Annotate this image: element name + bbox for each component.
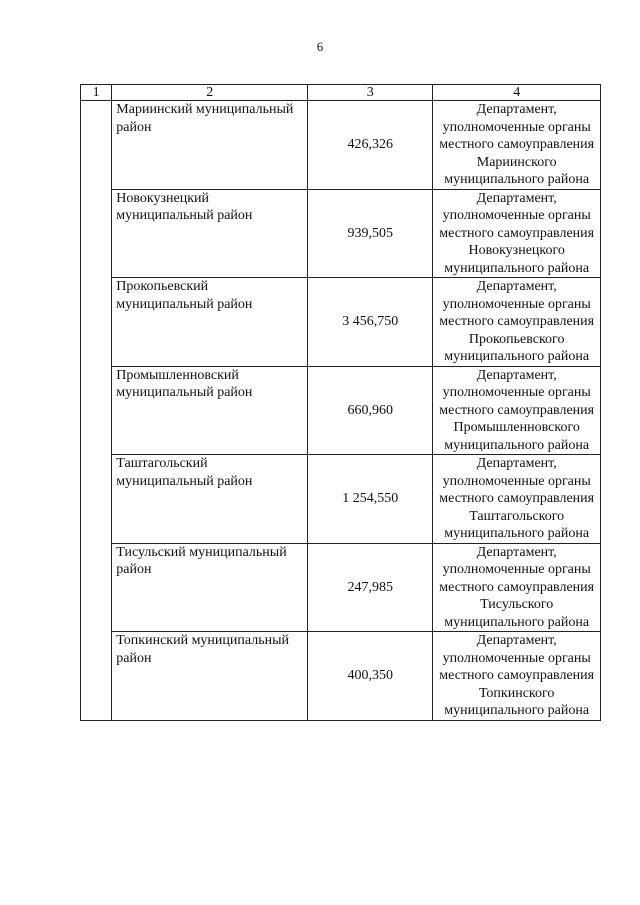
authority-cell: Департамент, уполномоченные органы местного самоуправления Прокопьевского муниципального района [433,278,601,367]
district-cell: Тисульский муниципальный район [112,543,308,632]
district-cell: Промышленновский муниципальный район [112,366,308,455]
authority-cell: Департамент, уполномоченные органы местного самоуправления Мариинского муниципального района [433,101,601,190]
table-row [81,278,601,367]
amount-cell: 660,960 [308,366,433,455]
amount-cell: 400,350 [308,632,433,721]
column-header-1: 1 [81,85,112,101]
authority-cell: Департамент, уполномоченные органы местного самоуправления Новокузнецкого муниципального района [433,189,601,278]
authority-cell: Департамент, уполномоченные органы местного самоуправления Топкинского муниципального района [433,632,601,721]
district-cell: Новокузнецкий муниципальный район [112,189,308,278]
authority-cell: Департамент, уполномоченные органы местного самоуправления Таштагольского муниципального района [433,455,601,544]
amount-cell: 3 456,750 [308,278,433,367]
row-number-cell [81,189,112,278]
district-cell: Топкинский муниципальный район [112,632,308,721]
document-table [80,84,601,721]
district-cell: Мариинский муниципальный район [112,101,308,190]
table-header-row [81,85,601,101]
authority-cell: Департамент, уполномоченные органы местного самоуправления Промышленновского муниципального района [433,366,601,455]
amount-cell: 939,505 [308,189,433,278]
table-row [81,366,601,455]
row-number-cell [81,632,112,721]
page-number: 6 [316,39,324,54]
row-number-cell [81,278,112,367]
row-number-cell [81,101,112,190]
column-header-3: 3 [308,85,433,101]
district-cell: Таштагольский муниципальный район [112,455,308,544]
row-number-cell [81,366,112,455]
row-number-cell [81,543,112,632]
row-number-cell [81,455,112,544]
table-row [81,455,601,544]
column-header-4: 4 [433,85,601,101]
district-cell: Прокопьевский муниципальный район [112,278,308,367]
column-header-2: 2 [112,85,308,101]
table-row [81,189,601,278]
amount-cell: 1 254,550 [308,455,433,544]
amount-cell: 426,326 [308,101,433,190]
table-row [81,632,601,721]
table-row [81,543,601,632]
table-row [81,101,601,190]
authority-cell: Департамент, уполномоченные органы местного самоуправления Тисульского муниципального района [433,543,601,632]
amount-cell: 247,985 [308,543,433,632]
